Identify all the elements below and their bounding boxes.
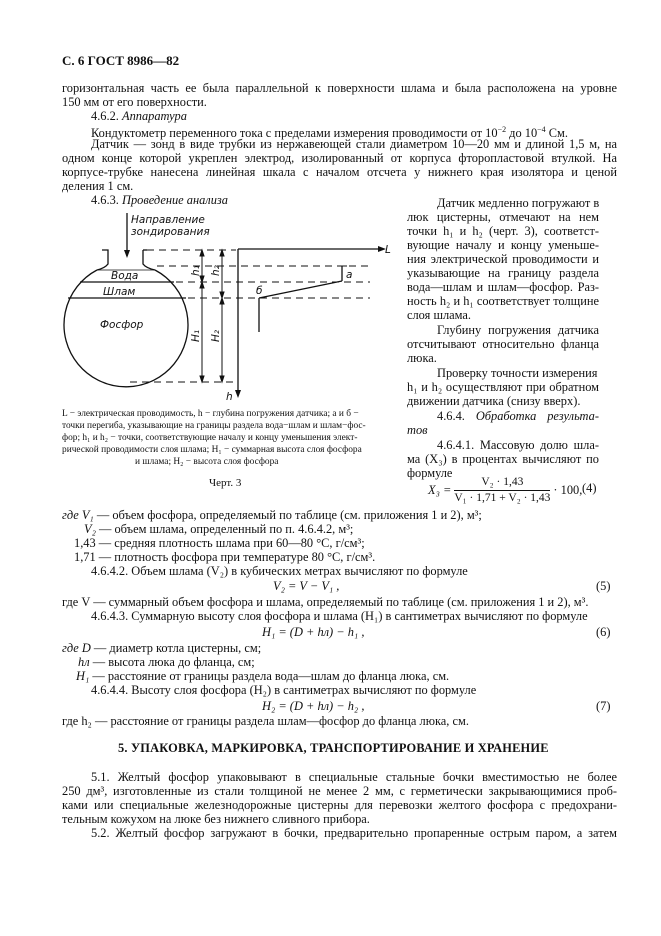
where-hl — [78, 655, 255, 669]
numerator: V₂ · 1,43 — [454, 476, 550, 491]
label-sludge: Шлам — [103, 286, 136, 298]
formula-7: H₂ = (D + hл) − h₂ , — [262, 699, 365, 713]
section-title: Проведение анализа — [122, 193, 228, 207]
symbol: H₁ — [76, 669, 90, 683]
symbol: hл — [78, 655, 90, 669]
caption-line-5: и шлама; H₂ − высота слоя фосфора — [135, 457, 279, 467]
rc-p1-line-8: ность h₂ и h₁ соответствует толщине — [407, 294, 599, 308]
p51-line-2: 250 дм³, изготовленные из стали толщиной не менее 2 мм, с герметически закрывающимися проб- — [62, 784, 617, 798]
apparatus-text: до 10 — [506, 126, 538, 140]
arrow-head-icon — [124, 250, 130, 258]
label-h: h — [226, 391, 233, 403]
sensor-line-3: корпусе-трубке нанесена линейная шкала с началом отсчета у нижнего края изолятора и ценой — [62, 165, 617, 179]
definition: — расстояние от границы раздела вода—шлам до фланца люка, см. — [92, 669, 450, 683]
where-h2: где h₂ — расстояние от границы раздела шлам—фосфор до фланца люка, см. — [62, 714, 469, 728]
denominator: V₁ · 1,71 + V₂ · 1,43 — [454, 492, 551, 504]
caption-line-4: рической проводимости слоя шлама; H₁ − суммарная высота слоя фосфора — [62, 445, 362, 455]
rc-p4-line-1: 4.6.4.1. Массовую долю шла- — [437, 438, 599, 452]
rc-p1-line-3: точки h₁ и h₂ (черт. 3), соответст- — [407, 224, 599, 238]
formula-6: H₁ = (D + hл) − h₁ , — [262, 625, 365, 639]
section-4-6-4-2: 4.6.4.2. Объем шлама (V₂) в кубических метрах вычисляют по формуле — [91, 564, 468, 578]
section-4-6-4-heading — [437, 409, 599, 423]
apparatus-text: См. — [545, 126, 568, 140]
rc-p1-line-9: слоя шлама. — [407, 308, 472, 322]
tank-neck-right — [143, 250, 155, 270]
rc-p2-line-3: люка. — [407, 351, 437, 365]
where-H1 — [76, 669, 449, 683]
section-number: 4.6.4. — [437, 409, 465, 423]
direction-label-2: зондирования — [131, 226, 210, 238]
symbol: 1,43 — [74, 536, 96, 550]
section-4-6-4-3: 4.6.4.3. Суммарную высоту слоя фосфора и шлама (H₁) в сантиметрах вычисляют по формуле — [91, 609, 588, 623]
formula-4-number: (4) — [582, 481, 597, 495]
caption-line-2: точки перегиба, указывающие на границы раздела вода−шлам и шлам−фос- — [62, 421, 366, 431]
tank-neck-left — [97, 250, 108, 270]
rc-p1-line-7: вода—шлам и шлам—фосфор. Раз- — [407, 280, 599, 294]
formula-lhs: X₃ = — [428, 483, 452, 497]
intro-line-1: горизонтальная часть ее была параллельной к поверхности шлама и была расположена на уровне — [62, 81, 617, 95]
p51-line-1: 5.1. Желтый фосфор упаковывают в специальные стальные бочки вместимостью не более — [91, 770, 617, 784]
formula-5-number: (5) — [596, 579, 611, 593]
label-water: Вода — [111, 270, 139, 282]
sensor-line-2: одном конце которой укреплен электрод, изолированный от корпуса фторопластовой втулкой. На — [62, 151, 617, 165]
exponent: −2 — [497, 125, 507, 134]
page-header: С. 6 ГОСТ 8986—82 — [62, 53, 180, 68]
symbol: где V₁ — [62, 508, 94, 522]
axis-h-arrow-icon — [235, 390, 241, 398]
definition: — высота люка до фланца, см; — [92, 655, 255, 669]
label-H1: H₁ — [190, 329, 202, 342]
direction-label-1: Направление — [131, 214, 205, 226]
section-title-part-2: результа- — [547, 409, 599, 423]
rc-p1-line-5: ния электрической проводимости и — [407, 252, 599, 266]
caption-line-1: L − электрическая проводимость, h − глубина погружения датчика; а и б − — [62, 409, 359, 419]
symbol: где D — [62, 641, 91, 655]
intro-line-2: 150 мм от его поверхности. — [62, 95, 207, 109]
rc-p3-line-2: h₁ и h₂ осуществляют при обратном — [407, 380, 599, 394]
label-L: L — [385, 244, 391, 256]
section-4-6-4-4: 4.6.4.4. Высоту слоя фосфора (H₂) в сантиметрах вычисляют по формуле — [91, 683, 477, 697]
where-v1 — [62, 508, 482, 522]
label-point-b: б — [256, 285, 263, 297]
p51-line-4: тельным кожухом на люке без нижнего сливного прибора. — [62, 812, 370, 826]
section-5-title: 5. УПАКОВКА, МАРКИРОВКА, ТРАНСПОРТИРОВАНИЕ И ХРАНЕНИЕ — [118, 741, 549, 755]
rc-p1-line-2: люк цистерны, отмечают на нем — [407, 210, 599, 224]
where-1-43 — [74, 536, 365, 550]
p51-line-3: ками или специальные железнодорожные цистерны для перевозки желтого фосфора с предохрани- — [62, 798, 617, 812]
where-1-71 — [74, 550, 375, 564]
section-title-part-1: Обработка — [475, 409, 537, 423]
label-h2: h₂ — [210, 265, 222, 276]
section-title-part-3: тов — [407, 423, 428, 437]
exponent: −4 — [537, 125, 546, 134]
definition: — объем фосфора, определяемый по таблице (см. приложения 1 и 2), м³; — [96, 508, 482, 522]
symbol: 1,71 — [74, 550, 96, 564]
apparatus-text: Кондуктометр переменного тока с пределами измерения проводимости от 10 — [91, 126, 498, 140]
where-d — [62, 641, 261, 655]
p52-line-1: 5.2. Желтый фосфор загружают в бочки, предварительно пропаренные острым паром, а затем — [91, 826, 617, 840]
definition: — плотность фосфора при температуре 80 °С, г/см³. — [98, 550, 376, 564]
label-point-a: а — [346, 269, 353, 281]
section-number: 4.6.3. — [91, 193, 119, 207]
rc-p1-line-1: Датчик медленно погружают в — [437, 196, 600, 210]
rc-p2-line-2: отсчитывают относительно фланца — [407, 337, 599, 351]
definition: — средняя плотность шлама при 60—80 °С, г/см³; — [98, 536, 365, 550]
rc-p4-line-3: формуле — [407, 466, 453, 480]
label-H2: H₂ — [210, 329, 222, 342]
rc-p1-line-4: вующие началу и концу уменьше- — [407, 238, 599, 252]
section-number: 4.6.2. — [91, 109, 119, 123]
formula-4 — [428, 476, 582, 505]
formula-5: V₂ = V − V₁ , — [273, 579, 340, 593]
rc-p2-line-1: Глубину погружения датчика — [437, 323, 599, 337]
rc-p1-line-6: указывающие на границу раздела — [407, 266, 599, 280]
rc-p3-line-3: движении датчика (снизу вверх). — [407, 394, 581, 408]
sensor-line-1: Датчик — зонд в виде трубки из нержавеющей стали диаметром 10—20 мм и длиной 1,5 м, на — [91, 137, 617, 151]
sensor-line-4: деления 1 см. — [62, 179, 134, 193]
figure-label: Черт. 3 — [209, 477, 242, 489]
where-v: где V — суммарный объем фосфора и шлама, определяемый по таблице (см. приложения 1 и 2), м³. — [62, 595, 589, 609]
definition: — диаметр котла цистерны, см; — [93, 641, 262, 655]
formula-6-number: (6) — [596, 625, 611, 639]
formula-tail: · 100, — [553, 483, 583, 497]
section-title: Аппаратура — [122, 109, 187, 123]
formula-7-number: (7) — [596, 699, 611, 713]
definition: — объем шлама, определенный по п. 4.6.4.2, м³; — [99, 522, 354, 536]
caption-line-3: фор; h₁ и h₂ − точки, соответствующие началу и концу уменьшения элект- — [62, 433, 358, 443]
symbol: V₂ — [84, 522, 96, 536]
rc-p3-line-1: Проверку точности измерения — [437, 366, 598, 380]
label-h1: h₁ — [190, 265, 202, 276]
fraction — [454, 476, 550, 505]
where-v2 — [84, 522, 353, 536]
label-phosphorus: Фосфор — [100, 319, 144, 331]
rc-p4-line-2: ма (X₃) в процентах вычисляют по — [407, 452, 599, 466]
curve-slope — [259, 281, 342, 298]
